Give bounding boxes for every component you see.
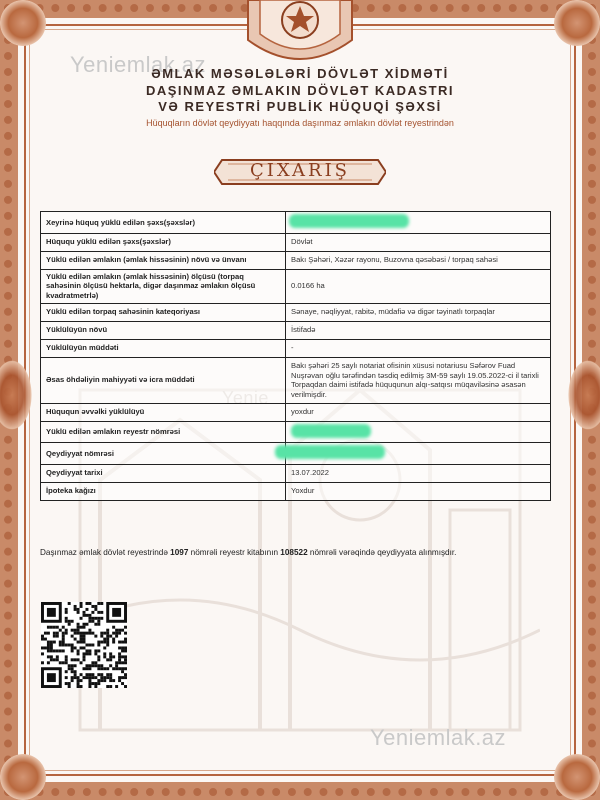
header-line-1: ƏMLAK MƏSƏLƏLƏRİ DÖVLƏT XİDMƏTİ	[151, 66, 449, 81]
row-value: 0.0166 ha	[286, 269, 551, 303]
table-row	[41, 357, 551, 403]
table-row	[41, 321, 551, 339]
row-value	[286, 212, 551, 234]
side-ornament-icon	[568, 360, 600, 430]
row-value: yoxdur	[286, 403, 551, 421]
row-label: Xeyrinə hüquq yüklü edilən şəxs(şəxslər)	[41, 212, 286, 234]
row-value	[286, 443, 551, 465]
state-emblem-icon	[242, 0, 358, 62]
registry-book-number: 1097	[170, 548, 189, 557]
table-row	[41, 482, 551, 500]
row-value: Bakı şəhəri 25 saylı notariat ofisinin xüsusi notariusu Səfərov Fuad Nuşrəvan oğlu tərəfindən təsdiq edilmiş 3M-59 saylı 19.05.2022-ci il tarixli Torpaqdan daimi istifadə hüququnun alqı-satqısı müqaviləsinə əsasən verilmişdir.	[286, 357, 551, 403]
row-value: 13.07.2022	[286, 464, 551, 482]
header-line-3: VƏ REYESTRİ PUBLİK HÜQUQİ ŞƏXSİ	[158, 99, 442, 114]
table-row	[41, 212, 551, 234]
corner-ornament-icon	[0, 754, 46, 800]
row-value	[286, 421, 551, 443]
row-label: Hüququ yüklü edilən şəxs(şəxslər)	[41, 233, 286, 251]
watermark: Yeniemlak.az	[370, 725, 507, 750]
row-value: Dövlət	[286, 233, 551, 251]
row-label: Yüklülüyün növü	[41, 321, 286, 339]
corner-ornament-icon	[554, 0, 600, 46]
corner-ornament-icon	[554, 754, 600, 800]
row-label: Yüklü edilən əmlakın reyestr nömrəsi	[41, 421, 286, 443]
row-label: Yüklü edilən əmlakın (əmlak hissəsinin) növü və ünvanı	[41, 251, 286, 269]
footnote-text: nömrəli vərəqində qeydiyyata alınmışdır.	[307, 548, 457, 557]
header-subtitle: Hüquqların dövlət qeydiyyatı haqqında daşınmaz əmlakın dövlət reyestrindən	[146, 118, 454, 128]
table-row	[41, 251, 551, 269]
row-value: Sənaye, nəqliyyat, rabitə, müdafiə və digər təyinatlı torpaqlar	[286, 303, 551, 321]
watermark: Yeniemlak.az	[70, 52, 207, 77]
row-value: -	[286, 339, 551, 357]
row-label: Yüklülüyün müddəti	[41, 339, 286, 357]
table-row	[41, 403, 551, 421]
extract-table	[40, 211, 551, 501]
row-value: İstifadə	[286, 321, 551, 339]
redaction-mark	[289, 214, 409, 228]
table-row	[41, 303, 551, 321]
row-label: Əsas öhdəliyin mahiyyəti və icra müddəti	[41, 357, 286, 403]
row-label: Qeydiyyat nömrəsi	[41, 443, 286, 465]
row-value: Yoxdur	[286, 482, 551, 500]
table-row	[41, 233, 551, 251]
redaction-mark	[291, 424, 371, 438]
registry-page-number: 108522	[280, 548, 308, 557]
table-row	[41, 464, 551, 482]
table-row	[41, 421, 551, 443]
row-value: Bakı Şəhəri, Xəzər rayonu, Buzovna qəsəbəsi / torpaq sahəsi	[286, 251, 551, 269]
table-row	[41, 443, 551, 465]
header-line-2: DAŞINMAZ ƏMLAKIN DÖVLƏT KADASTRI	[145, 83, 455, 98]
row-label: Hüququn əvvəlki yüklülüyü	[41, 403, 286, 421]
table-row	[41, 269, 551, 303]
qr-code-icon[interactable]	[41, 602, 127, 688]
row-label: Yüklü edilən torpaq sahəsinin kateqoriyası	[41, 303, 286, 321]
redaction-mark	[275, 445, 385, 459]
row-label: Yüklü edilən əmlakın (əmlak hissəsinin) ölçüsü (torpaq sahəsinin ölçüsü hektarla, digər daşınmaz əmlakın ölçüsü kvadratmetrlə)	[41, 269, 286, 303]
corner-ornament-icon	[0, 0, 46, 46]
row-label: İpoteka kağızı	[41, 482, 286, 500]
table-row	[41, 339, 551, 357]
registry-footnote	[40, 548, 560, 557]
document-title: ÇIXARIŞ	[249, 160, 351, 181]
row-label: Qeydiyyat tarixi	[41, 464, 286, 482]
footnote-text: Daşınmaz əmlak dövlət reyestrində	[40, 548, 171, 557]
footnote-text: nömrəli reyestr kitabının	[188, 548, 281, 557]
